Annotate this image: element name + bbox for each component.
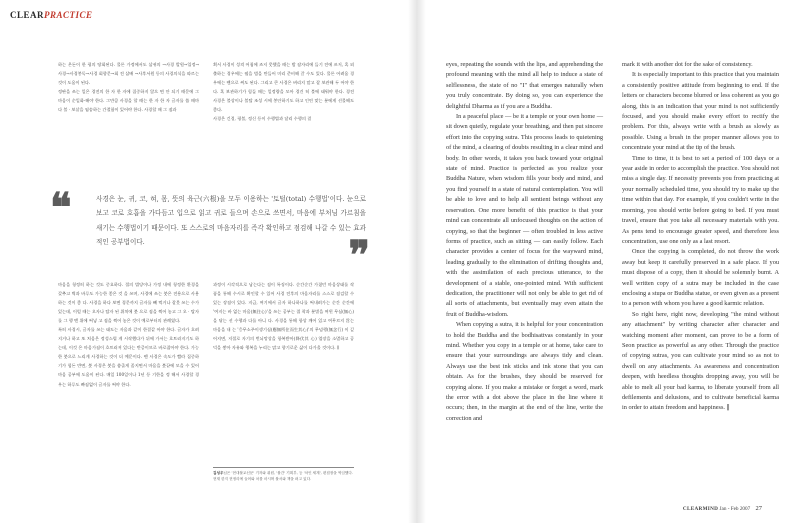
english-column-2: [622, 60, 779, 414]
korean-column-3: 마음을 청정히 하는 것도 중요하다. 절의 법당이나 가정 내에 청정한 환경을 갖추고 벽과 바루도 가능한 좋은 것 을 쓰며, 사경에 쓰는 붓은 전용으로 사용하는 것이 좋 다. 사경을 하다 보면 경문까지 글자를 빼 먹거나 잘못 쓰는 수가 있는데, 이럴 때는 오자나 탈자 된 위치에 붓 으로 점을 찍어 놓고 그 오 · 탈자를 그 행 맨 위에 써넣 고 점을 찍어 놓은 것이 예로부터의 관례였다. 특히 사경시, 글자를 쓰는 태도는 자음과 같이 한결같 아야 한다. 글자가 흐려지거나 하고 또 처음은 정성스럽 게 시작했다가 뒤에 가서는 흐트러지기도 하는데, 이것 은 마음가짐이 흐트러져 있다는 반증이므로 바로잡아야 한다. 가능한 붓으로 느리게 사경하는 것이 더 예문이다. 펜 사경은 속도가 빨라 집중하기가 힘든 반면, 붓 사경은 붓을 씀줄게 꼼지면서 마음을 붓끝에 모을 수 있어 마음 공부에 도움이 된다. 매일 100일이나 1년 등 기한을 정 해서 사경할 경우는 하루도 빠짐없이 글자를 써야 한다.: [58, 282, 199, 387]
close-quote-icon: ❞: [348, 232, 370, 279]
korean-column-2: 획서 사경이 성격 어침에 즈저 못했을 때는 밤 잠자리에 들기 전에 즈저, 혹 외출하는 경우에는 펼을 범을 만들어 미리 준비해 갈 수도 있다. 물론 어려움 경우에는 펜으로 써도 된다. 그리고 큰 사경은 벼리지 말고 잘 보관해 두 어야 한다. 혹 보관하기가 힘들 때는 일정량을 모아 경건 히 불에 태워야 한다. 경전 사경은 불상이나 불탑 조성 시에 봉안하기도 하고 인연 맞는 분에게 선물해도 좋다. 사경은 긴경, 평불, 정신 등이 수행법과 달리 수행의 결: [213, 62, 354, 122]
page-footer: [683, 505, 762, 512]
brand-practice: PRACTICE: [44, 10, 93, 20]
korean-column-4: 과정이 시각적으로 남는다는 점이 특징이다. 순간순간 가졌던 마음상태를 작품을 통해 수시로 확인할 수 있어 사경 전후의 마음자리를 스스로 점검할 수 있는 장점이 있다. 지금, 여기에서 글자 하나하나를 써내려가는 순간 순간에 '여지는 바 없는 마음(無住心)'을 쓰는 공부는 접 착과 분별을 여윈 무심(無心)을 닦는 선 수행과 다를 아니 다. 사경을 통해 항상 깨어 있고 여무르지 않는 마음을 내 는 '응무소주이생기심(應無所住而生其心)'의 무념행(無念行) 이 깊어지면, 저절로 자기의 번뇌망상을 항복받아(降伏其 心) 업장을 소멸하고 공덕을 쌓아 자유와 행복을 누리는 맑고 향기로운 삶이 다가올 것이다. ∥: [213, 282, 356, 351]
english-column-1: [446, 60, 603, 424]
author-divider: [213, 467, 354, 468]
author-bio-text: 님은 '현대불교신문' 기자와 취원, '불간' 기획부, 등 '차인 세계', 편집장을 역임했다. 현재 한지 현정리에 들어와 차를 마시며 불서와 책을 펴고 있다.: [213, 471, 353, 482]
page-number: 27: [755, 505, 762, 512]
pull-quote: [50, 184, 390, 279]
footer-brand: CLEARMIND: [682, 506, 719, 512]
english-paragraph: It is especially important to this practice that you maintain a consistently positive attitude from beginning to end. If the letters or characters become blurred or less coherent as you go along, this is an indication that your mind is not sufficiently focused, and you should make every effort to rectify the problem. For this, always write with a brush as slowly as possible. Using a brush in the proper manner allows you to concentrate your mind at the tip of the brush.: [622, 71, 780, 152]
english-paragraph: eyes, repeating the sounds with the lips, and apprehending the profound meaning with the mind all help to induce a state of selflessness, the state of no "I" that emerges naturally when you truly concentrate. By doing so, you can experience the delightful Dharma as if you are a Buddha.: [446, 61, 603, 110]
open-quote-icon: ❝: [50, 184, 72, 231]
english-paragraph: Time to time, it is best to set a period of 100 days or a year aside in order to accomplish the practice. You should not miss a single day. If necessity prevents you from practicing at your normally scheduled time, you should try to make up the time within that day. For example, if you couldn't write in the morning, you should write before going to bed. If you must travel, ensure that you take all necessary materials with you. As pens tend to encourage greater speed, and therefore less concentration, use one only as a last resort.: [622, 154, 779, 245]
english-paragraph: Once the copying is completed, do not throw the work away but keep it carefully preserved in a safe place. If you must dispose of a copy, then it should be solemnly burnt. A well written copy of a sutra may be included in the case enclosing a stupa or Buddha statue, or even given as a present to a person with whom you have a good karmic relation.: [622, 248, 779, 308]
english-paragraph: When copying a sutra, it is helpful for your concentration to hold the Buddha and the bodhisattvas constantly in your mind. Whether you copy in a temple or at home, take care to ensure that your surroundings are always tidy and clean. Always use the best ink sticks and ink stone that you can obtain. As for the brushes, they should be reserved for copying alone. If you make a mistake or forget a word, mark the error with a dot above the place in the line where it occurs; then, in the margin at the end of the line, write the correction and: [446, 321, 603, 422]
page-gutter: [408, 0, 426, 523]
author-bio: [213, 470, 354, 482]
english-paragraph: mark it with another dot for the sake of consistency.: [622, 61, 753, 68]
brand-clear: CLEAR: [10, 10, 45, 20]
english-paragraph: In a peaceful place — be it a temple or your own home — sit down quietly, regulate your breathing, and then put sincere effort into the copying sutra. This process leads to quietening of the mind, a clearing of doubts resulting in a clear mind and body. In other words, it takes you back toward your original state of mind. Practice is perfected as you realize your Buddha Nature, when wisdom fills your body and mind, and you find yourself in a state of natural contemplation. You will be able to love and to help all sentient beings without any reservation. One more benefit of this practice is that your mind can concentrate all unfocused thoughts on the action of copying, so that the beginner — often troubled in less active forms of practice, such as sitting — can easily follow. Each character provides a center of focus for the wayward mind, leading gradually to the elimination of drifting thoughts and, with the assimilation of each precious utterance, to the development of a stable, one-pointed mind. With sufficient dedication, the practitioner will not only be able to get rid of all sorts of attachments, but eventually may even attain the fruit of Buddha-wisdom.: [446, 113, 603, 318]
pull-quote-text: 사경은 눈, 귀, 코, 혀, 몸, 뜻의 육근(六根)을 모두 이용하는 '토털(total) 수행법'이다. 눈으로 보고 코로 호흡을 가다듬고 입으로 읽고 귀로 들으며 손으로 쓰면서, 마음에 부처님 가르침을 새기는 수행법이기 때문이다. 또 스스로의 마음자리를 즉각 확인하고 점검해 나갈 수 있는 효과적인 공부법이다.: [96, 195, 366, 246]
author-name: 김성우: [213, 471, 224, 475]
footer-issue: Jan - Feb 2007: [719, 506, 751, 512]
section-brand: [10, 10, 93, 20]
english-paragraph: So right here, right now, developing "the mind without any attachment" by writing character after character and watching moment after moment, can prove to be a form of Seon practice as powerful as any other. Through the practice of copying sutras, you can cultivate your mind so as not to dwell on any attachments. As awareness and concentration deepen, with heedless thoughts dropping away, you will be able to melt all your bad karma, to liberate yourself from all defilements and delusions, and to cultivate beneficial karma in order to attain freedom and happiness. ∥: [622, 310, 779, 412]
korean-column-1: 하는 온돈이 한 평의 땅회된다. 물론 가정에서도 삼귀의 →사경 발원→입정→사경→사경봉독→사경 회향문→회 전 삼배 →사후서원 등의 사경의식을 따르는 것이 도움이 된다. 정판을 쓰는 일은 경전의 한 자 한 자에 집중하지 않으 면 안 되기 때문에 그 마음이 순일화-해야 한다. 그만큼 사경을 할 때는 한 자 한 자 글자를 쓸 때마다 불 · 보살을 염송하는 간절함이 있어야 한다. 사경할 때 그 점과: [58, 62, 199, 113]
